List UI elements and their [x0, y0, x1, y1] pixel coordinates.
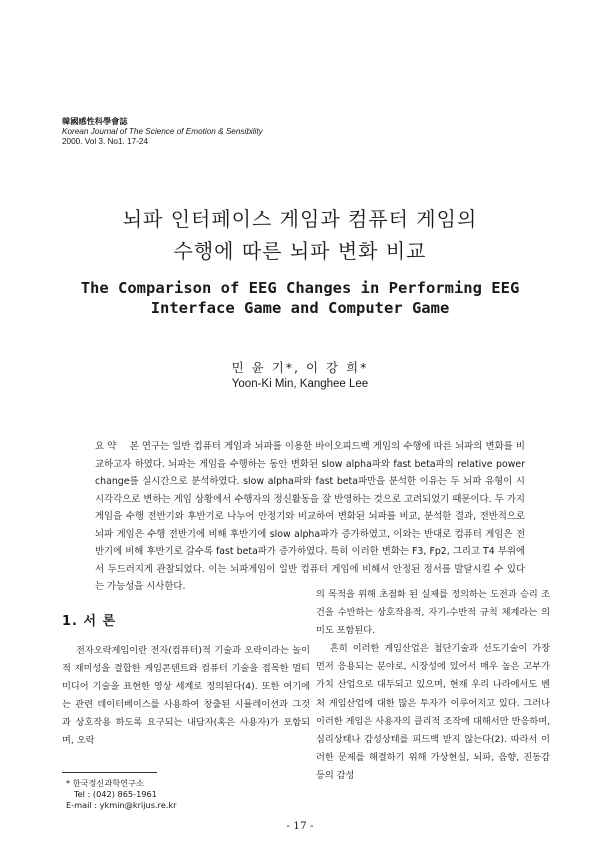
body-paragraph: 흔히 이러한 게임산업은 첨단기술과 선도기술이 가장 먼저 응용되는 분야로, 시장성에 있어서 매우 높은 고부가가치 산업으로 대두되고 있으며, 현재 우리 나라에서도 벤처 게임산업에 대한 많은 투자가 이루어지고 있다. 그러나 이러한 게임은 사용자의 클리적 조작에 대해서만 반응하며, 심리상태나 감성상태를 피드백 받지 않는다(2). 따라서 이러한 문제를 해결하기 위해 가상현실, 뇌파, 음향, 진동감 등의 감성 [316, 643, 550, 781]
title-english-line1: The Comparison of EEG Changes in Performing EEG [80, 279, 520, 297]
journal-name-english: Korean Journal of The Science of Emotion & Sensibility [62, 126, 263, 136]
page-number: - 17 - [286, 820, 314, 832]
title-korean-line1: 뇌파 인터페이스 게임과 컴퓨터 게임의 [122, 207, 478, 231]
footnote-divider [62, 772, 157, 773]
body-paragraph: 의 목적을 위해 초점화 된 실제를 정의하는 도전과 승리 조건을 수반하는 상호작용적, 자기-수반적 규칙 체계라는 의미도 포함된다. [316, 589, 550, 637]
body-column-right [316, 586, 550, 785]
abstract [95, 438, 525, 596]
title-english-line2: Interface Game and Computer Game [150, 299, 450, 317]
footnote [66, 778, 177, 811]
abstract-text: 본 연구는 일반 컴퓨터 게임과 뇌파를 이용한 바이오피드백 게임의 수행에 따른 뇌파의 변화를 비교하고자 하였다. 뇌파는 게임을 수행하는 동안 변화된 slow alpha파와 fast beta파의 relative power change를 실시간으로 분석하였다. slow alpha파와 fast beta파만을 분석한 이유는 두 뇌파 유형이 시시각각으로 변하는 게임 상황에서 수행자의 정신활동을 잘 반영하는 것으로 고려되었기 때문이다. 두 가지 게임을 수행 전반기와 후반기로 나누어 안정기와 비교하여 변화된 뇌파를 비교, 분석한 결과, 전반적으로 뇌파 게임은 수행 전반기에 비해 후반기에 slow alpha파가 증가하였고, 이와는 반대로 컴퓨터 게임은 전반기에 비해 후반기로 갈수록 fast beta파가 증가하였다. 특히 이러한 변화는 F3, Fp2, 그리고 T4 부위에서 두드러지게 관찰되었다. 이는 뇌파게임이 일반 컴퓨터 게임에 비해서 안정된 정서를 발달시킬 수 있다는 가능성을 시사한다. [95, 441, 525, 592]
abstract-label: 요 약 [95, 441, 117, 452]
footnote-affiliation: * 한국정신과학연구소 [66, 778, 144, 788]
authors-english: Yoon-Ki Min, Kanghee Lee [231, 378, 369, 390]
footnote-tel: Tel : (042) 865-1961 [74, 789, 157, 799]
journal-header [62, 116, 263, 148]
footnote-email: E-mail : ykmin@krijus.re.kr [66, 800, 177, 810]
body-column-left [62, 642, 310, 751]
title-korean-line2: 수행에 따른 뇌파 변화 비교 [173, 239, 427, 263]
journal-citation: 2000. Vol 3. No1. 17-24 [62, 137, 149, 146]
title-english [0, 278, 600, 318]
section-heading: 1. 서 론 [62, 614, 117, 629]
authors-korean: 민 윤 기*, 이 강 희* [231, 360, 369, 375]
body-paragraph: 전자오락게임이란 전자(컴퓨터)적 기술과 오락이라는 놀이적 재미성을 결합한 게임콘텐트와 컴퓨터 기술을 접목한 멀티미디어 기술을 표현한 영상 세계로 정의된다(4). 또한 여기에는 관련 데이터베이스를 사용하여 창출된 시뮬레이션과 그것과 상호작용 하도록 요구되는 내담자(혹은 사용자)가 포함되며, 오락 [62, 645, 310, 747]
journal-name-korean: 韓國感性科學會誌 [62, 116, 128, 126]
title-korean [0, 203, 600, 267]
